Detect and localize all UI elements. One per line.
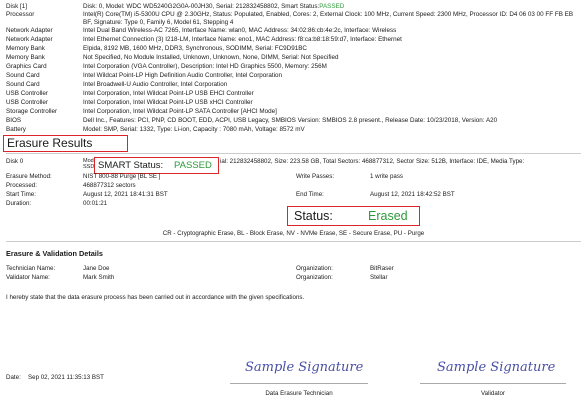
erasure-results-title: Erasure Results <box>7 136 93 150</box>
divider <box>6 241 581 242</box>
row-value: Dell Inc., Features: PCI, PNP, CD BOOT, EDD, ACPI, USB Legacy, SMBIOS Version: SMBIOS 2.8 present., Release Date: 10/23/2018, Version: A20 <box>83 117 498 124</box>
row-label: Battery <box>6 126 26 133</box>
signature-line <box>230 383 368 384</box>
row-value: Not Specified, No Module Installed, Unknown, Unknown, None, DIMM, Serial: Not Specified <box>83 54 339 61</box>
row-label: Disk [1] <box>6 3 27 10</box>
row-label: Memory Bank <box>6 45 45 52</box>
row-value: Intel Corporation, Intel Wildcat Point-LP USB xHCI Controller <box>83 99 253 106</box>
divider <box>6 153 581 154</box>
duration-value: 00:01:21 <box>83 200 108 207</box>
validator-value: Mark Smith <box>83 274 115 281</box>
row-value: Intel Corporation, Intel Wildcat Point-LP SATA Controller [AHCI Mode] <box>83 108 277 115</box>
start-time-label: Start Time: <box>6 191 36 198</box>
row-value: Intel Corporation (VGA Controller), Description: Intel HD Graphics 5500, Memory: 256M <box>83 63 327 70</box>
disk-info: Disk: 0, Model: WDC WD5240G2G0A-00JH30, Serial: 212832458802, Smart Status: <box>83 3 320 10</box>
disk-model-fragment: Mod <box>83 158 94 164</box>
date-value: Sep 02, 2021 11:35:13 BST <box>28 374 104 381</box>
row-label: BIOS <box>6 117 22 124</box>
validator-signature: Sample Signature <box>437 360 556 375</box>
status-highlight <box>287 206 420 226</box>
duration-label: Duration: <box>6 200 32 207</box>
smart-status-label: SMART Status: <box>98 160 164 171</box>
passes-value: 1 write pass <box>370 173 404 180</box>
row-value: Intel Dual Band Wireless-AC 7265, Interface Name: wlan0, MAC Address: 34:02:86:cb:4e:2c, Interface: Wireless <box>83 27 397 34</box>
technician-value: Jane Doe <box>83 265 110 272</box>
row-value: Intel Broadwell-U Audio Controller, Intel Corporation <box>83 81 228 88</box>
row-label: Sound Card <box>6 81 40 88</box>
row-value <box>83 3 344 11</box>
certification-statement: I hereby state that the data erasure process has been carried out in accordance with the given specifications. <box>6 294 305 301</box>
organization-value: BitRaser <box>370 265 394 272</box>
validation-title: Erasure & Validation Details <box>6 249 103 258</box>
smart-status-highlight <box>94 157 219 174</box>
start-time-value: August 12, 2021 18:41:31 BST <box>83 191 168 198</box>
signature-line <box>420 383 566 384</box>
validator-caption: Validator <box>481 390 505 397</box>
validator-label: Validator Name: <box>6 274 50 281</box>
row-value: Model: SMP, Serial: 1332, Type: Li-ion, Capacity : 7080 mAh, Voltage: 8572 mV <box>83 126 305 133</box>
row-label: Storage Controller <box>6 108 58 115</box>
row-value: Intel Wildcat Point-LP High Definition Audio Controller, Intel Corporation <box>83 72 283 79</box>
erase-method-legend: CR - Cryptographic Erase, BL - Block Erase, NV - NVMe Erase, SE - Secure Erase, PU - Purge <box>162 230 425 237</box>
method-label: Erasure Method: <box>6 173 52 180</box>
passes-label: Write Passes: <box>296 173 335 180</box>
row-label: Sound Card <box>6 72 40 79</box>
disk-type-fragment: SSD <box>83 164 95 170</box>
row-label: USB Controller <box>6 90 48 97</box>
row-value: Elpida, 8192 MB, 1600 MHz, DDR3, Synchronous, SODIMM, Serial: FC9D91BC <box>83 45 307 52</box>
row-label: Network Adapter <box>6 36 53 43</box>
row-label: Graphics Card <box>6 63 47 70</box>
smart-status-value: PASSED <box>319 3 345 10</box>
row-value: Intel Ethernet Connection (3) I218-LM, Interface Name: eno1, MAC Address: f8:ca:b8:18:59:d7, Interface: Ethernet <box>83 36 402 43</box>
technician-label: Technician Name: <box>6 265 56 272</box>
smart-status-badge: PASSED <box>174 160 212 171</box>
row-value: Intel Corporation, Intel Wildcat Point-LP USB EHCI Controller <box>83 90 254 97</box>
method-value: NIST 800-88 Purge [BL SE ] <box>83 173 161 180</box>
row-label: Processor <box>6 11 35 18</box>
row-label: Memory Bank <box>6 54 45 61</box>
processed-value: 468877312 sectors <box>83 182 136 189</box>
date-label: Date: <box>6 374 21 381</box>
organization-label: Organization: <box>296 274 333 281</box>
status-label: Status: <box>294 209 333 223</box>
disk-details: ial: 212832458802, Size: 223.58 GB, Total Sectors: 468877312, Sector Size: 512B, Interface: IDE, Media Type: <box>220 158 525 165</box>
row-label: Network Adapter <box>6 27 53 34</box>
organization-value: Stellar <box>370 274 388 281</box>
end-time-label: End Time: <box>296 191 324 198</box>
organization-label: Organization: <box>296 265 333 272</box>
disk-label: Disk 0 <box>6 158 24 165</box>
row-label: USB Controller <box>6 99 48 106</box>
erasure-results-highlight <box>3 135 128 152</box>
row-value: Intel(R) Core(TM) i5-5300U CPU @ 2.30GHz, Status: Populated, Enabled, Cores: 2, External Clock: 100 MHz, Current Speed: 2300 MHz, Processor ID: D4 06 03 00 FF FB EB BF, Signature: Type 0, Family 6, Model 61, Stepping 4 <box>83 11 574 26</box>
processed-label: Processed: <box>6 182 37 189</box>
technician-signature: Sample Signature <box>245 360 364 375</box>
status-value: Erased <box>368 209 408 223</box>
technician-caption: Data Erasure Technician <box>265 390 333 397</box>
end-time-value: August 12, 2021 18:42:52 BST <box>370 191 455 198</box>
